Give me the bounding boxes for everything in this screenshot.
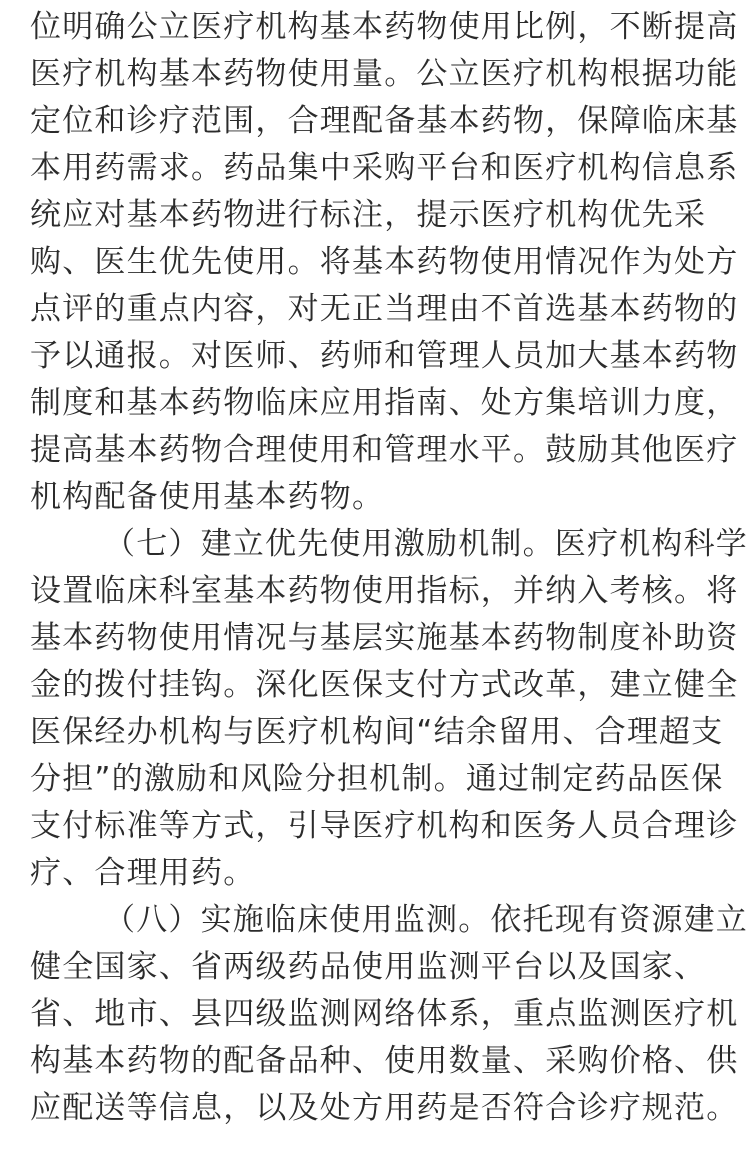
- text-line-21: 健全国家、省两级药品使用监测平台以及国家、: [30, 949, 707, 985]
- text-line-3: 定位和诊疗范围，合理配备基本药物，保障临床基: [30, 103, 739, 139]
- text-line-1: 位明确公立医疗机构基本药物使用比例，不断提高: [30, 9, 739, 45]
- text-line-13: 设置临床科室基本药物使用指标，并纳入考核。将: [30, 573, 739, 609]
- text-line-9: 制度和基本药物临床应用指南、处方集培训力度，: [30, 385, 739, 421]
- text-line-16: 医保经办机构与医疗机构间“结余留用、合理超支: [30, 714, 724, 750]
- section-7-heading-line: （七）建立优先使用激励机制。医疗机构科学: [104, 526, 748, 562]
- text-line-7: 点评的重点内容，对无正当理由不首选基本药物的: [30, 291, 739, 327]
- text-line-8: 予以通报。对医师、药师和管理人员加大基本药物: [30, 338, 739, 374]
- text-line-11: 机构配备使用基本药物。: [30, 479, 385, 515]
- text-line-15: 金的拨付挂钩。深化医保支付方式改革，建立健全: [30, 667, 739, 703]
- text-line-19: 疗、合理用药。: [30, 855, 256, 891]
- text-line-24: 应配送等信息，以及处方用药是否符合诊疗规范。: [30, 1090, 739, 1126]
- text-line-5: 统应对基本药物进行标注，提示医疗机构优先采: [30, 197, 707, 233]
- text-line-18: 支付标准等方式，引导医疗机构和医务人员合理诊: [30, 808, 739, 844]
- text-line-22: 省、地市、县四级监测网络体系，重点监测医疗机: [30, 996, 739, 1032]
- section-8-heading-line: （八）实施临床使用监测。依托现有资源建立: [104, 902, 748, 938]
- text-line-4: 本用药需求。药品集中采购平台和医疗机构信息系: [30, 150, 739, 186]
- text-line-10: 提高基本药物合理使用和管理水平。鼓励其他医疗: [30, 432, 739, 468]
- text-line-17: 分担”的激励和风险分担机制。通过制定药品医保: [30, 761, 724, 797]
- text-line-14: 基本药物使用情况与基层实施基本药物制度补助资: [30, 620, 739, 656]
- text-line-23: 构基本药物的配备品种、使用数量、采购价格、供: [30, 1043, 739, 1079]
- text-line-6: 购、医生优先使用。将基本药物使用情况作为处方: [30, 244, 739, 280]
- text-line-2: 医疗机构基本药物使用量。公立医疗机构根据功能: [30, 56, 739, 92]
